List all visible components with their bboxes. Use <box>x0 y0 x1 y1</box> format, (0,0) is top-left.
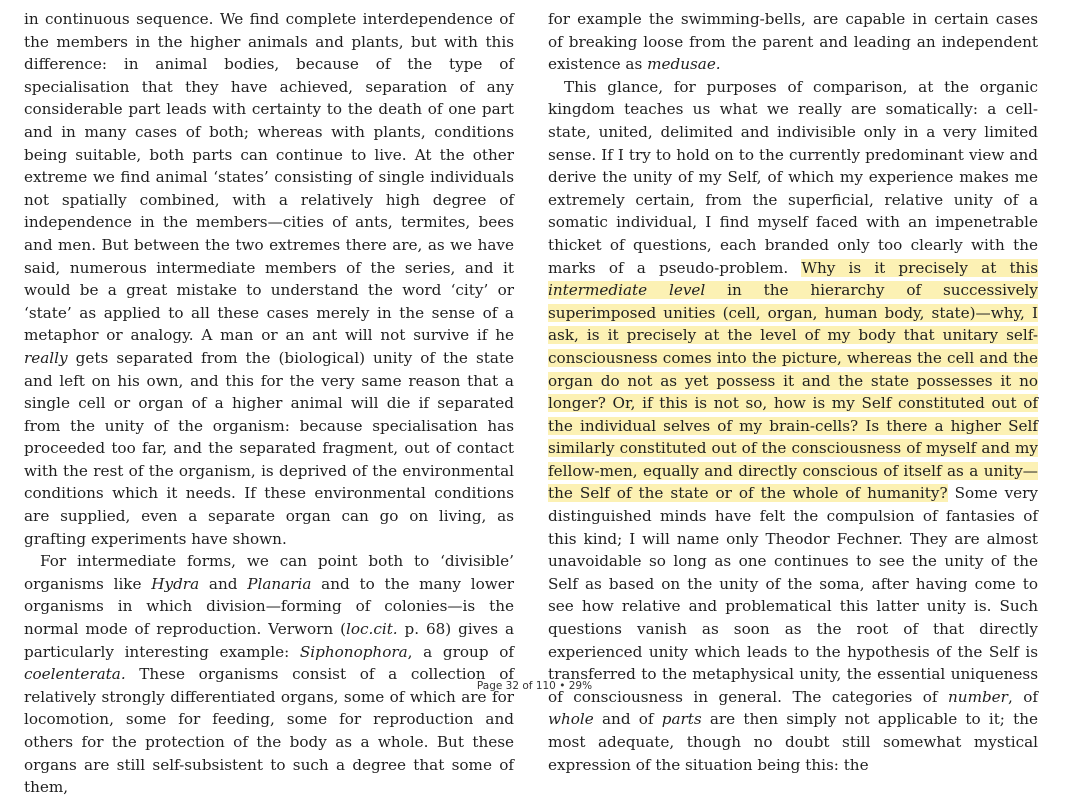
text-run: , a group of <box>407 642 514 661</box>
emphasis-text: medusae. <box>647 55 721 74</box>
text-run: Some very distinguished minds have felt the compulsion of fantasies of this kind; I will name only Theodor Fechner. They are almost unavoidable so long as one continues to see the unity of the Self as based on the unity of the soma, after having come to see how relative and problematical this latter unity is. Such questions vanish as soon as the root of that directly experienced unity which leads to the hypothesis of the Self is transferred to the metaphysical unity, the essential uniqueness of consciousness in general. The categories of <box>548 484 1038 706</box>
paragraph <box>24 550 514 799</box>
emphasis-text: coelenterata. <box>24 665 126 684</box>
emphasis-text: loc.cit. <box>346 620 398 639</box>
emphasis-text: intermediate level <box>548 281 706 300</box>
text-run: For intermediate forms, we can point both to ‘divisible’ organisms like <box>24 552 514 593</box>
text-run: gets separated from the (biological) unity of the state and left on his own, and this for the very same reason that a single cell or organ of a higher animal will die if separated from the unity of the organism: because specialisation has proceeded too far, and the separated fragment, out of contact with the rest of the organism, is deprived of the environmental conditions which it needs. If these environmental conditions are supplied, even a separate organ can go on living, as grafting experiments have shown. <box>24 348 514 548</box>
emphasis-text: Planaria <box>247 574 312 593</box>
right-text-column <box>548 8 1038 776</box>
text-run: in the hierarchy of successively superimposed unities (cell, organ, human body, state)—why, I ask, is it precisely at the level of my body that unitary self-consciousness comes into the picture, whereas the cell and the organ do not as yet possess it and the state possesses it no longer? Or, if this is not so, how is my Self constituted out of the individual selves of my brain-cells? Is there a higher Self similarly constituted out of the consciousness of myself and my fellow-men, equally and directly conscious of itself as a unity—the Self of the state or of the whole of humanity? <box>548 281 1038 503</box>
text-run: in continuous sequence. We find complete interdependence of the members in the higher animals and plants, but with this difference: in animal bodies, because of the type of specialisation that they have achieved, separation of any considerable part leads with certainty to the death of one part and in many cases of both; whereas with plants, conditions being suitable, both parts can continue to live. At the other extreme we find animal ‘states’ consisting of single individuals not spatially combined, with a relatively high degree of independence in the members—cities of ants, termites, bees and men. But between the two extremes there are, as we have said, numerous intermediate members of the series, and it would be a great mistake to understand the word ‘city’ or ‘state’ as applied to all these cases merely in the sense of a metaphor or analogy. A man or an ant will not survive if he <box>24 10 514 345</box>
text-run: and <box>199 574 248 593</box>
text-run: for example the swimming-bells, are capable in certain cases of breaking loose from the parent and leading an independent existence as <box>548 10 1038 74</box>
text-run: are then simply not applicable to it; the most adequate, though no doubt still somewhat mystical expression of the situation being this: the <box>548 710 1039 774</box>
emphasis-text: number <box>948 687 1008 706</box>
paragraph <box>548 8 1038 76</box>
text-run: These organisms consist of a collection of relatively strongly differentiated organs, some of which are for locomotion, some for feeding, some for reproduction and others for the protection of the body as a whole. But these organs are still self-subsistent to such a degree that some of them, <box>24 665 514 797</box>
emphasis-text: whole <box>548 710 594 729</box>
emphasis-text: Hydra <box>151 574 200 593</box>
text-run: , of <box>1007 687 1039 706</box>
highlighted-passage[interactable] <box>548 259 1038 503</box>
emphasis-text: Siphonophora <box>299 642 408 661</box>
paragraph <box>24 8 514 550</box>
emphasis-text: parts <box>661 710 702 729</box>
text-run: and of <box>593 710 662 729</box>
text-run: p. 68) gives a particularly interesting example: <box>24 620 514 661</box>
page-progress-indicator: Page 32 of 110 • 29% <box>476 680 593 692</box>
paragraph <box>548 76 1038 776</box>
emphasis-text: really <box>24 348 68 367</box>
text-run: This glance, for purposes of comparison, at the organic kingdom teaches us what we really are somatically: a cell-state, united, delimited and indivisible only in a very limited sense. If I try to hold on to the currently predominant view and derive the unity of my Self, of which my experience makes me extremely certain, from the superficial, relative unity of a somatic individual, I find myself faced with an impenetrable thicket of questions, each branded only too clearly with the marks of a pseudo-problem. <box>548 77 1038 277</box>
text-run: and to the many lower organisms in which division—forming of colonies—is the normal mode of reproduction. Verworn ( <box>24 574 514 639</box>
text-run: Why is it precisely at this <box>801 258 1038 277</box>
